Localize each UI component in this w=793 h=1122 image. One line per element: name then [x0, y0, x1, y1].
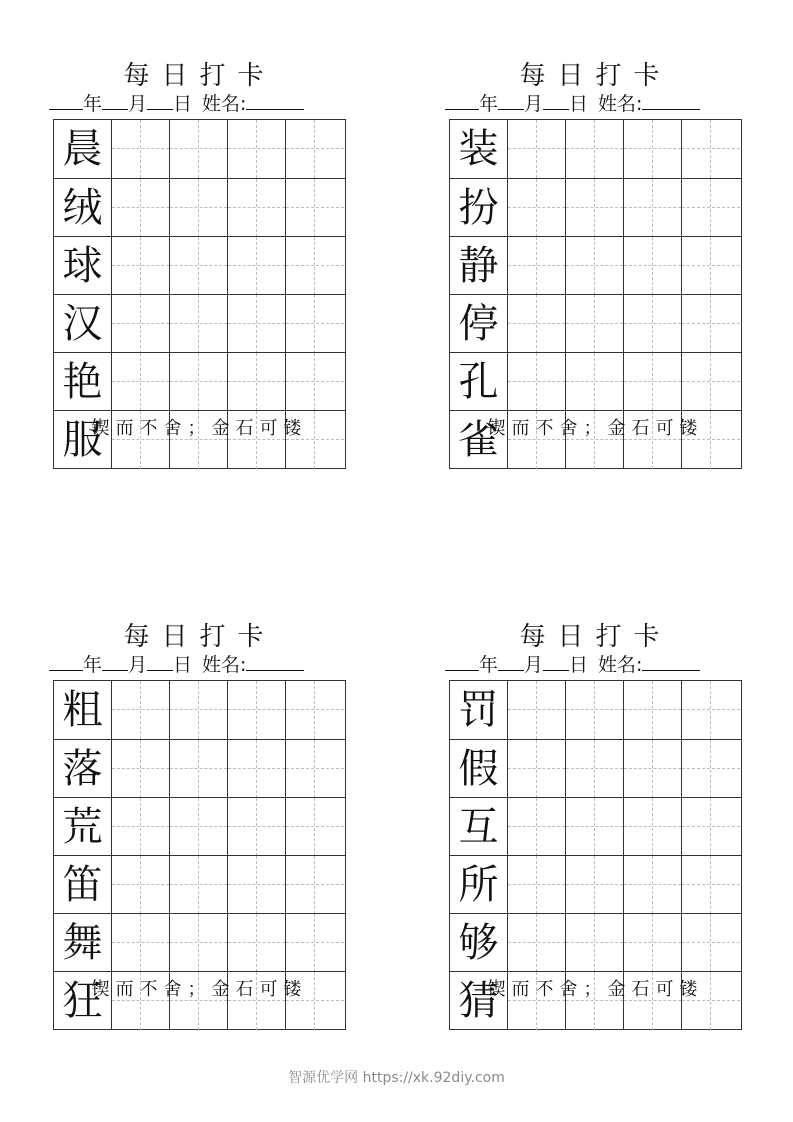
- vertical-guide-line: [256, 295, 257, 353]
- name-label: 姓名:: [202, 654, 247, 676]
- vertical-guide-line: [314, 120, 315, 178]
- vertical-guide-line: [198, 353, 199, 411]
- vertical-guide-line: [594, 914, 595, 972]
- model-character: 所: [458, 862, 499, 908]
- vertical-guide-line: [652, 798, 653, 856]
- day-label: 日: [173, 654, 193, 676]
- practice-cell[interactable]: [566, 120, 624, 178]
- practice-cell[interactable]: [566, 295, 624, 353]
- practice-cell[interactable]: [112, 681, 170, 739]
- horizontal-guide-line: [682, 826, 740, 827]
- vertical-guide-line: [594, 179, 595, 237]
- date-name-line: [445, 652, 745, 676]
- day-label: 日: [173, 93, 193, 115]
- card-title: 每日打卡: [123, 622, 276, 652]
- vertical-guide-line: [198, 681, 199, 739]
- grid-row: [54, 739, 345, 797]
- model-character: 舞: [62, 920, 103, 966]
- practice-cell[interactable]: [112, 740, 170, 798]
- practice-cell[interactable]: [566, 237, 624, 295]
- vertical-guide-line: [710, 237, 711, 295]
- practice-cell[interactable]: [228, 914, 286, 972]
- practice-cell[interactable]: [508, 120, 566, 178]
- practice-cell[interactable]: [624, 914, 682, 972]
- model-character-cell: [450, 120, 508, 178]
- date-name-line: [49, 652, 349, 676]
- vertical-guide-line: [710, 295, 711, 353]
- practice-cell[interactable]: [682, 179, 740, 237]
- practice-cell[interactable]: [286, 856, 344, 914]
- month-label: 月: [128, 93, 148, 115]
- month-blank[interactable]: [102, 652, 128, 671]
- practice-cell[interactable]: [286, 295, 344, 353]
- month-blank[interactable]: [498, 652, 524, 671]
- practice-cell[interactable]: [170, 856, 228, 914]
- practice-cell[interactable]: [170, 237, 228, 295]
- vertical-guide-line: [256, 740, 257, 798]
- practice-cell[interactable]: [286, 740, 344, 798]
- vertical-guide-line: [256, 681, 257, 739]
- vertical-guide-line: [594, 681, 595, 739]
- motto-text: 锲而不舍；金石可镂: [91, 418, 308, 439]
- vertical-guide-line: [198, 120, 199, 178]
- vertical-guide-line: [652, 237, 653, 295]
- practice-cell[interactable]: [112, 295, 170, 353]
- card-title: 每日打卡: [519, 61, 672, 91]
- vertical-guide-line: [536, 179, 537, 237]
- practice-cell[interactable]: [682, 237, 740, 295]
- horizontal-guide-line: [682, 207, 740, 208]
- vertical-guide-line: [314, 237, 315, 295]
- practice-cell[interactable]: [112, 179, 170, 237]
- month-blank[interactable]: [498, 91, 524, 110]
- practice-cell[interactable]: [228, 353, 286, 411]
- day-label: 日: [569, 654, 589, 676]
- model-character: 笛: [62, 862, 103, 908]
- practice-cell[interactable]: [508, 681, 566, 739]
- grid-row: [54, 178, 345, 236]
- vertical-guide-line: [140, 914, 141, 972]
- motto-text: 锲而不舍；金石可镂: [91, 979, 308, 1000]
- practice-cell[interactable]: [112, 120, 170, 178]
- practice-cell[interactable]: [112, 914, 170, 972]
- practice-cell[interactable]: [508, 353, 566, 411]
- practice-cell[interactable]: [682, 120, 740, 178]
- vertical-guide-line: [198, 798, 199, 856]
- model-character-cell: [54, 681, 112, 739]
- vertical-guide-line: [652, 353, 653, 411]
- vertical-guide-line: [536, 798, 537, 856]
- vertical-guide-line: [710, 740, 711, 798]
- practice-cell[interactable]: [682, 353, 740, 411]
- grid-row: [450, 294, 741, 352]
- vertical-guide-line: [314, 681, 315, 739]
- day-blank[interactable]: [543, 652, 569, 671]
- practice-cell[interactable]: [170, 740, 228, 798]
- practice-cell[interactable]: [624, 681, 682, 739]
- vertical-guide-line: [140, 237, 141, 295]
- footer-watermark: 智源优学网 https://xk.92diy.com: [288, 1070, 505, 1086]
- vertical-guide-line: [256, 353, 257, 411]
- grid-row: [54, 352, 345, 410]
- model-character: 汉: [62, 301, 103, 347]
- practice-cell[interactable]: [228, 798, 286, 856]
- practice-cell[interactable]: [228, 295, 286, 353]
- name-blank[interactable]: [642, 91, 700, 110]
- practice-cell[interactable]: [170, 914, 228, 972]
- name-blank[interactable]: [642, 652, 700, 671]
- practice-cell[interactable]: [624, 120, 682, 178]
- vertical-guide-line: [256, 798, 257, 856]
- vertical-guide-line: [594, 237, 595, 295]
- vertical-guide-line: [140, 856, 141, 914]
- vertical-guide-line: [710, 681, 711, 739]
- model-character: 停: [458, 301, 499, 347]
- horizontal-guide-line: [682, 323, 740, 324]
- model-character: 互: [458, 804, 499, 850]
- name-label: 姓名:: [598, 654, 643, 676]
- practice-cell[interactable]: [682, 914, 740, 972]
- vertical-guide-line: [536, 120, 537, 178]
- model-character: 荒: [62, 804, 103, 850]
- model-character: 艳: [62, 359, 103, 405]
- practice-cell[interactable]: [228, 237, 286, 295]
- model-character-cell: [54, 798, 112, 856]
- vertical-guide-line: [652, 295, 653, 353]
- model-character: 罚: [458, 687, 499, 733]
- year-blank[interactable]: [49, 91, 83, 110]
- day-blank[interactable]: [147, 91, 173, 110]
- vertical-guide-line: [314, 179, 315, 237]
- practice-cell[interactable]: [682, 681, 740, 739]
- practice-cell[interactable]: [112, 237, 170, 295]
- model-character: 静: [458, 243, 499, 289]
- grid-row: [54, 294, 345, 352]
- year-blank[interactable]: [445, 652, 479, 671]
- practice-cell[interactable]: [566, 740, 624, 798]
- horizontal-guide-line: [286, 709, 344, 710]
- model-character-cell: [450, 681, 508, 739]
- practice-cell[interactable]: [566, 179, 624, 237]
- vertical-guide-line: [710, 179, 711, 237]
- model-character-cell: [450, 353, 508, 411]
- practice-cell[interactable]: [286, 237, 344, 295]
- grid-row: [54, 236, 345, 294]
- vertical-guide-line: [594, 856, 595, 914]
- vertical-guide-line: [256, 856, 257, 914]
- grid-row: [450, 913, 741, 971]
- model-character: 装: [458, 126, 499, 172]
- vertical-guide-line: [536, 681, 537, 739]
- vertical-guide-line: [536, 914, 537, 972]
- vertical-guide-line: [198, 179, 199, 237]
- year-label: 年: [83, 93, 103, 115]
- model-character-cell: [54, 120, 112, 178]
- year-blank[interactable]: [49, 652, 83, 671]
- model-character-cell: [54, 856, 112, 914]
- vertical-guide-line: [594, 295, 595, 353]
- vertical-guide-line: [140, 179, 141, 237]
- grid-row: [54, 797, 345, 855]
- vertical-guide-line: [198, 914, 199, 972]
- model-character-cell: [54, 237, 112, 295]
- vertical-guide-line: [256, 179, 257, 237]
- grid-row: [450, 120, 741, 178]
- model-character-cell: [54, 179, 112, 237]
- vertical-guide-line: [536, 740, 537, 798]
- vertical-guide-line: [140, 295, 141, 353]
- grid-row: [450, 352, 741, 410]
- vertical-guide-line: [710, 914, 711, 972]
- practice-cell[interactable]: [508, 856, 566, 914]
- practice-cell[interactable]: [286, 681, 344, 739]
- vertical-guide-line: [140, 681, 141, 739]
- practice-cell[interactable]: [286, 120, 344, 178]
- vertical-guide-line: [536, 295, 537, 353]
- month-label: 月: [524, 654, 544, 676]
- horizontal-guide-line: [682, 709, 740, 710]
- grid-row: [54, 855, 345, 913]
- grid-row: [450, 178, 741, 236]
- practice-cell[interactable]: [170, 120, 228, 178]
- horizontal-guide-line: [682, 768, 740, 769]
- name-label: 姓名:: [598, 93, 643, 115]
- vertical-guide-line: [314, 740, 315, 798]
- practice-cell[interactable]: [228, 120, 286, 178]
- grid-row: [54, 120, 345, 178]
- motto-text: 锲而不舍；金石可镂: [487, 418, 704, 439]
- practice-cell[interactable]: [286, 798, 344, 856]
- year-label: 年: [479, 654, 499, 676]
- practice-cell[interactable]: [112, 798, 170, 856]
- year-label: 年: [479, 93, 499, 115]
- model-character-cell: [450, 856, 508, 914]
- practice-cell[interactable]: [566, 856, 624, 914]
- practice-cell[interactable]: [624, 237, 682, 295]
- practice-cell[interactable]: [624, 353, 682, 411]
- practice-cell[interactable]: [112, 856, 170, 914]
- model-character-cell: [450, 914, 508, 972]
- grid-row: [450, 797, 741, 855]
- model-character: 服: [62, 417, 103, 463]
- practice-cell[interactable]: [170, 179, 228, 237]
- model-character: 够: [458, 920, 499, 966]
- practice-cell[interactable]: [286, 353, 344, 411]
- practice-cell[interactable]: [228, 681, 286, 739]
- practice-cell[interactable]: [508, 914, 566, 972]
- name-blank[interactable]: [246, 652, 304, 671]
- vertical-guide-line: [536, 237, 537, 295]
- practice-cell[interactable]: [624, 179, 682, 237]
- vertical-guide-line: [140, 120, 141, 178]
- vertical-guide-line: [594, 798, 595, 856]
- grid-row: [54, 681, 345, 739]
- model-character-cell: [450, 179, 508, 237]
- vertical-guide-line: [536, 856, 537, 914]
- horizontal-guide-line: [286, 265, 344, 266]
- vertical-guide-line: [256, 237, 257, 295]
- vertical-guide-line: [140, 798, 141, 856]
- practice-cell[interactable]: [170, 295, 228, 353]
- practice-cell[interactable]: [508, 798, 566, 856]
- date-name-line: [49, 91, 349, 115]
- model-character: 猜: [458, 978, 499, 1024]
- model-character: 绒: [62, 185, 103, 231]
- horizontal-guide-line: [286, 768, 344, 769]
- horizontal-guide-line: [286, 826, 344, 827]
- model-character: 孔: [458, 359, 499, 405]
- practice-cell[interactable]: [624, 798, 682, 856]
- model-character: 落: [62, 746, 103, 792]
- card-title: 每日打卡: [519, 622, 672, 652]
- practice-cell[interactable]: [566, 353, 624, 411]
- horizontal-guide-line: [286, 323, 344, 324]
- month-blank[interactable]: [102, 91, 128, 110]
- practice-cell[interactable]: [566, 798, 624, 856]
- vertical-guide-line: [710, 120, 711, 178]
- vertical-guide-line: [140, 740, 141, 798]
- horizontal-guide-line: [286, 884, 344, 885]
- horizontal-guide-line: [682, 884, 740, 885]
- grid-row: [450, 739, 741, 797]
- vertical-guide-line: [652, 914, 653, 972]
- practice-cell[interactable]: [566, 914, 624, 972]
- vertical-guide-line: [198, 295, 199, 353]
- date-name-line: [445, 91, 745, 115]
- horizontal-guide-line: [286, 148, 344, 149]
- model-character-cell: [450, 798, 508, 856]
- vertical-guide-line: [652, 856, 653, 914]
- practice-cell[interactable]: [682, 740, 740, 798]
- vertical-guide-line: [594, 740, 595, 798]
- practice-cell[interactable]: [682, 856, 740, 914]
- horizontal-guide-line: [286, 942, 344, 943]
- practice-cell[interactable]: [170, 353, 228, 411]
- practice-cell[interactable]: [624, 740, 682, 798]
- month-label: 月: [128, 654, 148, 676]
- horizontal-guide-line: [682, 148, 740, 149]
- card-title: 每日打卡: [123, 61, 276, 91]
- name-blank[interactable]: [246, 91, 304, 110]
- practice-cell[interactable]: [112, 353, 170, 411]
- year-blank[interactable]: [445, 91, 479, 110]
- grid-row: [450, 681, 741, 739]
- model-character: 假: [458, 746, 499, 792]
- practice-cell[interactable]: [566, 681, 624, 739]
- practice-cell[interactable]: [228, 179, 286, 237]
- vertical-guide-line: [314, 914, 315, 972]
- vertical-guide-line: [710, 856, 711, 914]
- practice-cell[interactable]: [508, 740, 566, 798]
- model-character: 雀: [458, 417, 499, 463]
- model-character-cell: [54, 353, 112, 411]
- model-character-cell: [54, 295, 112, 353]
- grid-row: [450, 855, 741, 913]
- practice-cell[interactable]: [228, 856, 286, 914]
- practice-cell[interactable]: [286, 179, 344, 237]
- name-label: 姓名:: [202, 93, 247, 115]
- model-character-cell: [450, 295, 508, 353]
- vertical-guide-line: [198, 237, 199, 295]
- horizontal-guide-line: [286, 207, 344, 208]
- practice-cell[interactable]: [508, 179, 566, 237]
- model-character-cell: [54, 914, 112, 972]
- practice-cell[interactable]: [286, 914, 344, 972]
- horizontal-guide-line: [682, 942, 740, 943]
- practice-cell[interactable]: [682, 798, 740, 856]
- model-character: 晨: [62, 126, 103, 172]
- vertical-guide-line: [652, 179, 653, 237]
- horizontal-guide-line: [682, 265, 740, 266]
- practice-cell[interactable]: [170, 798, 228, 856]
- grid-row: [54, 913, 345, 971]
- practice-cell[interactable]: [624, 856, 682, 914]
- model-character: 狂: [62, 978, 103, 1024]
- month-label: 月: [524, 93, 544, 115]
- horizontal-guide-line: [682, 381, 740, 382]
- practice-cell[interactable]: [624, 295, 682, 353]
- vertical-guide-line: [710, 798, 711, 856]
- model-character: 球: [62, 243, 103, 289]
- model-character-cell: [450, 740, 508, 798]
- motto-text: 锲而不舍；金石可镂: [487, 979, 704, 1000]
- practice-cell[interactable]: [170, 681, 228, 739]
- vertical-guide-line: [256, 120, 257, 178]
- day-label: 日: [569, 93, 589, 115]
- vertical-guide-line: [594, 120, 595, 178]
- practice-cell[interactable]: [508, 295, 566, 353]
- vertical-guide-line: [198, 740, 199, 798]
- practice-cell[interactable]: [508, 237, 566, 295]
- vertical-guide-line: [198, 856, 199, 914]
- practice-cell[interactable]: [682, 295, 740, 353]
- vertical-guide-line: [710, 353, 711, 411]
- vertical-guide-line: [652, 681, 653, 739]
- vertical-guide-line: [314, 295, 315, 353]
- vertical-guide-line: [652, 740, 653, 798]
- vertical-guide-line: [652, 120, 653, 178]
- vertical-guide-line: [314, 353, 315, 411]
- grid-row: [450, 236, 741, 294]
- year-label: 年: [83, 654, 103, 676]
- vertical-guide-line: [536, 353, 537, 411]
- vertical-guide-line: [314, 798, 315, 856]
- model-character: 扮: [458, 185, 499, 231]
- vertical-guide-line: [140, 353, 141, 411]
- practice-cell[interactable]: [228, 740, 286, 798]
- model-character-cell: [450, 237, 508, 295]
- vertical-guide-line: [256, 914, 257, 972]
- day-blank[interactable]: [147, 652, 173, 671]
- model-character: 粗: [62, 687, 103, 733]
- day-blank[interactable]: [543, 91, 569, 110]
- vertical-guide-line: [594, 353, 595, 411]
- vertical-guide-line: [314, 856, 315, 914]
- model-character-cell: [54, 740, 112, 798]
- horizontal-guide-line: [286, 381, 344, 382]
